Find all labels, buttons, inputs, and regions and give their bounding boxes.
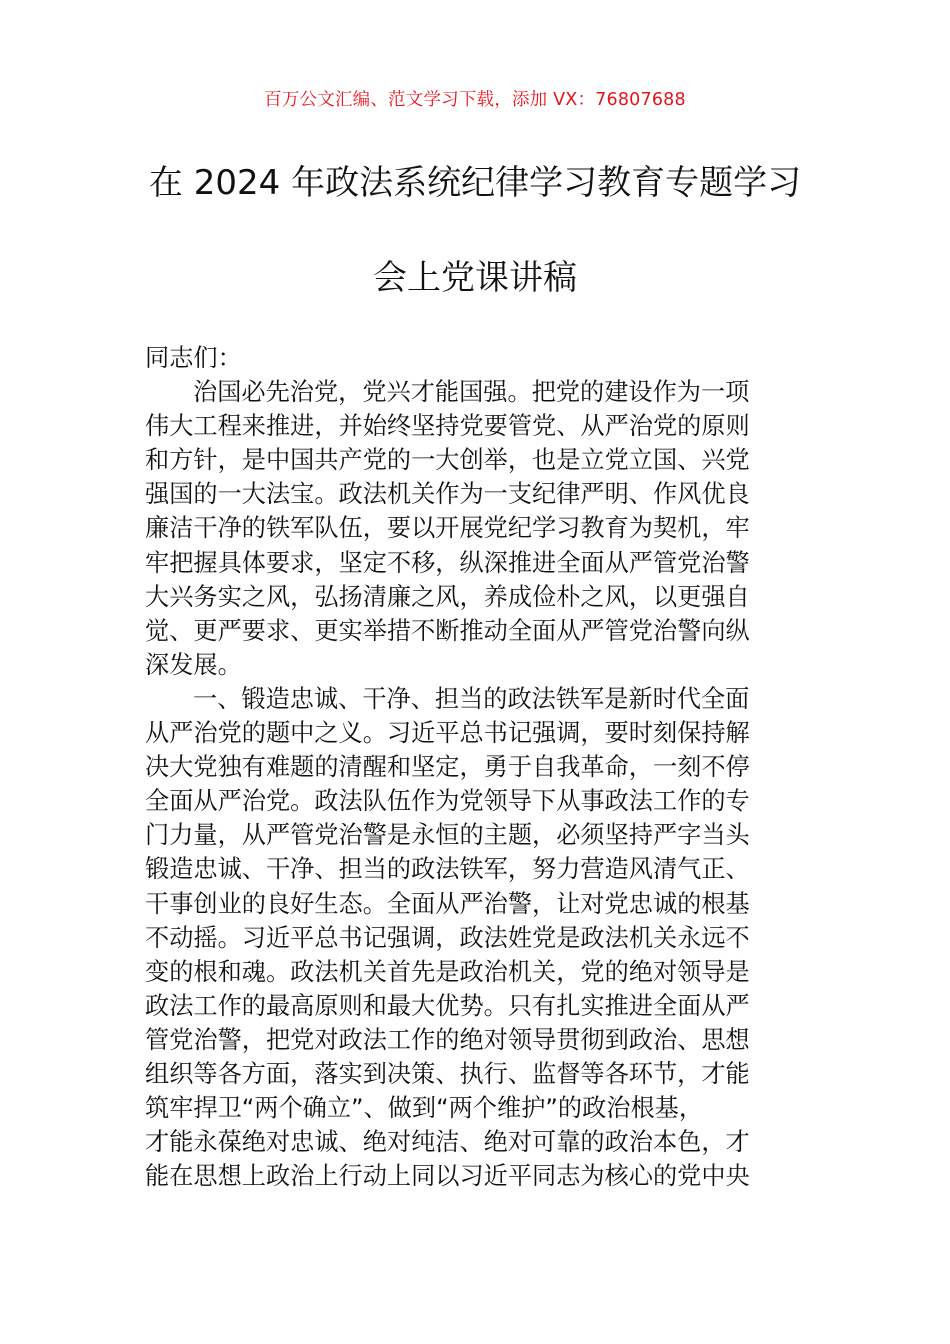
body-text-line: 一、锻造忠诚、干净、担当的政法铁军是新时代全面 [193, 684, 750, 713]
body-text-line: 组织等各方面，落实到决策、执行、监督等各环节，才能 [145, 1059, 750, 1088]
body-text-line: 门力量，从严管党治警是永恒的主题，必须坚持严字当头 [145, 821, 750, 850]
header-watermark-note: 百万公文汇编、范文学习下载，添加 VX：76807688 [264, 90, 686, 110]
body-text-line: 全面从严治党。政法队伍作为党领导下从事政法工作的专 [145, 787, 750, 816]
body-text-line: 管党治警，把党对政法工作的绝对领导贯彻到政治、思想 [145, 1025, 750, 1054]
body-text-line: 不动摇。习近平总书记强调，政法姓党是政法机关永远不 [145, 923, 750, 952]
body-text-line: 强国的一大法宝。政法机关作为一支纪律严明、作风优良 [145, 480, 750, 509]
body-text-line: 从严治党的题中之义。习近平总书记强调，要时刻保持解 [145, 719, 750, 748]
body-text-line: 深发展。 [145, 650, 242, 679]
body-text-line: 能在思想上政治上行动上同以习近平同志为核心的党中央 [145, 1162, 750, 1191]
document-body [145, 341, 807, 1193]
body-text-line: 同志们： [145, 344, 242, 372]
body-text-line: 觉、更严要求、更实举措不断推动全面从严管党治警向纵 [145, 616, 750, 645]
body-text-line: 决大党独有难题的清醒和坚定，勇于自我革命，一刻不停 [145, 753, 750, 782]
document-title-line-1: 在 2024 年政法系统纪律学习教育专题学习 [148, 163, 802, 203]
body-text-line: 廉洁干净的铁军队伍，要以开展党纪学习教育为契机，牢 [145, 514, 750, 543]
body-text-line: 伟大工程来推进，并始终坚持党要管党、从严治党的原则 [145, 412, 750, 441]
body-text-line: 干事创业的良好生态。全面从严治警，让对党忠诚的根基 [145, 889, 750, 918]
body-text-line: 才能永葆绝对忠诚、绝对纯洁、绝对可靠的政治本色，才 [145, 1128, 750, 1157]
document-title-line-2: 会上党课讲稿 [373, 258, 577, 298]
body-text-line: 治国必先治党，党兴才能国强。把党的建设作为一项 [193, 378, 750, 407]
body-text-line: 大兴务实之风，弘扬清廉之风，养成俭朴之风，以更强自 [145, 582, 750, 611]
body-text-line: 政法工作的最高原则和最大优势。只有扎实推进全面从严 [145, 991, 750, 1020]
body-text-line: 筑牢捍卫“两个确立”、做到“两个维护”的政治根基， [145, 1094, 704, 1123]
body-text-line: 锻造忠诚、干净、担当的政法铁军，努力营造风清气正、 [145, 855, 750, 884]
body-text-line: 牢把握具体要求，坚定不移，纵深推进全面从严管党治警 [145, 548, 750, 577]
body-text-line: 变的根和魂。政法机关首先是政治机关，党的绝对领导是 [145, 957, 750, 986]
body-text-line: 和方针，是中国共产党的一大创举，也是立党立国、兴党 [145, 446, 750, 475]
